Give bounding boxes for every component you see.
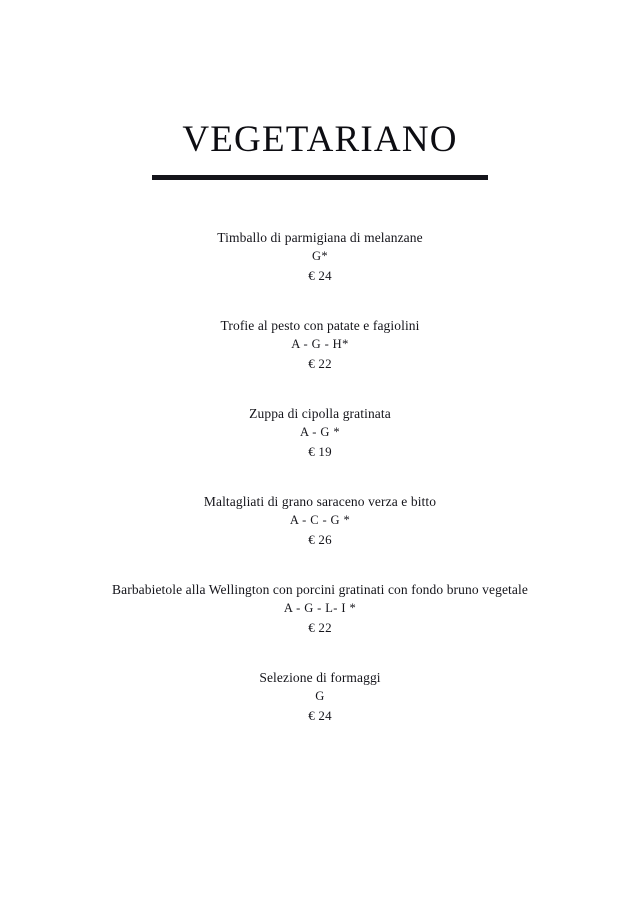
- title-divider: [152, 175, 488, 180]
- menu-item-name: Maltagliati di grano saraceno verza e bitto: [203, 494, 437, 509]
- menu-item-allergens: A - C - G *: [289, 513, 351, 527]
- menu-item: [0, 580, 640, 637]
- menu-item-name: Selezione di formaggi: [259, 670, 381, 685]
- menu-item-price: € 22: [308, 620, 332, 635]
- menu-item-name: Barbabietole alla Wellington con porcini gratinati con fondo bruno vegetale: [112, 582, 528, 597]
- menu-item-allergens: A - G - H*: [291, 337, 349, 351]
- page-title: VEGETARIANO: [182, 119, 458, 160]
- menu-item-allergens: G*: [311, 249, 329, 263]
- menu-item-list: [0, 228, 640, 756]
- menu-item: [0, 228, 640, 285]
- menu-item-price: € 24: [308, 708, 332, 723]
- menu-item: [0, 316, 640, 373]
- menu-item: [0, 492, 640, 549]
- menu-item-price: € 24: [308, 268, 332, 283]
- menu-item-name: Zuppa di cipolla gratinata: [249, 406, 391, 421]
- menu-item-price: € 22: [308, 356, 332, 371]
- menu-item-allergens: A - G *: [300, 425, 340, 439]
- menu-item: [0, 668, 640, 725]
- menu-item-price: € 26: [308, 532, 332, 547]
- menu-item-allergens: G: [315, 689, 325, 703]
- menu-item: [0, 404, 640, 461]
- menu-item-name: Timballo di parmigiana di melanzane: [217, 230, 423, 245]
- menu-item-price: € 19: [308, 444, 332, 459]
- menu-item-allergens: A - G - L- I *: [283, 601, 357, 615]
- menu-item-name: Trofie al pesto con patate e fagiolini: [220, 318, 420, 333]
